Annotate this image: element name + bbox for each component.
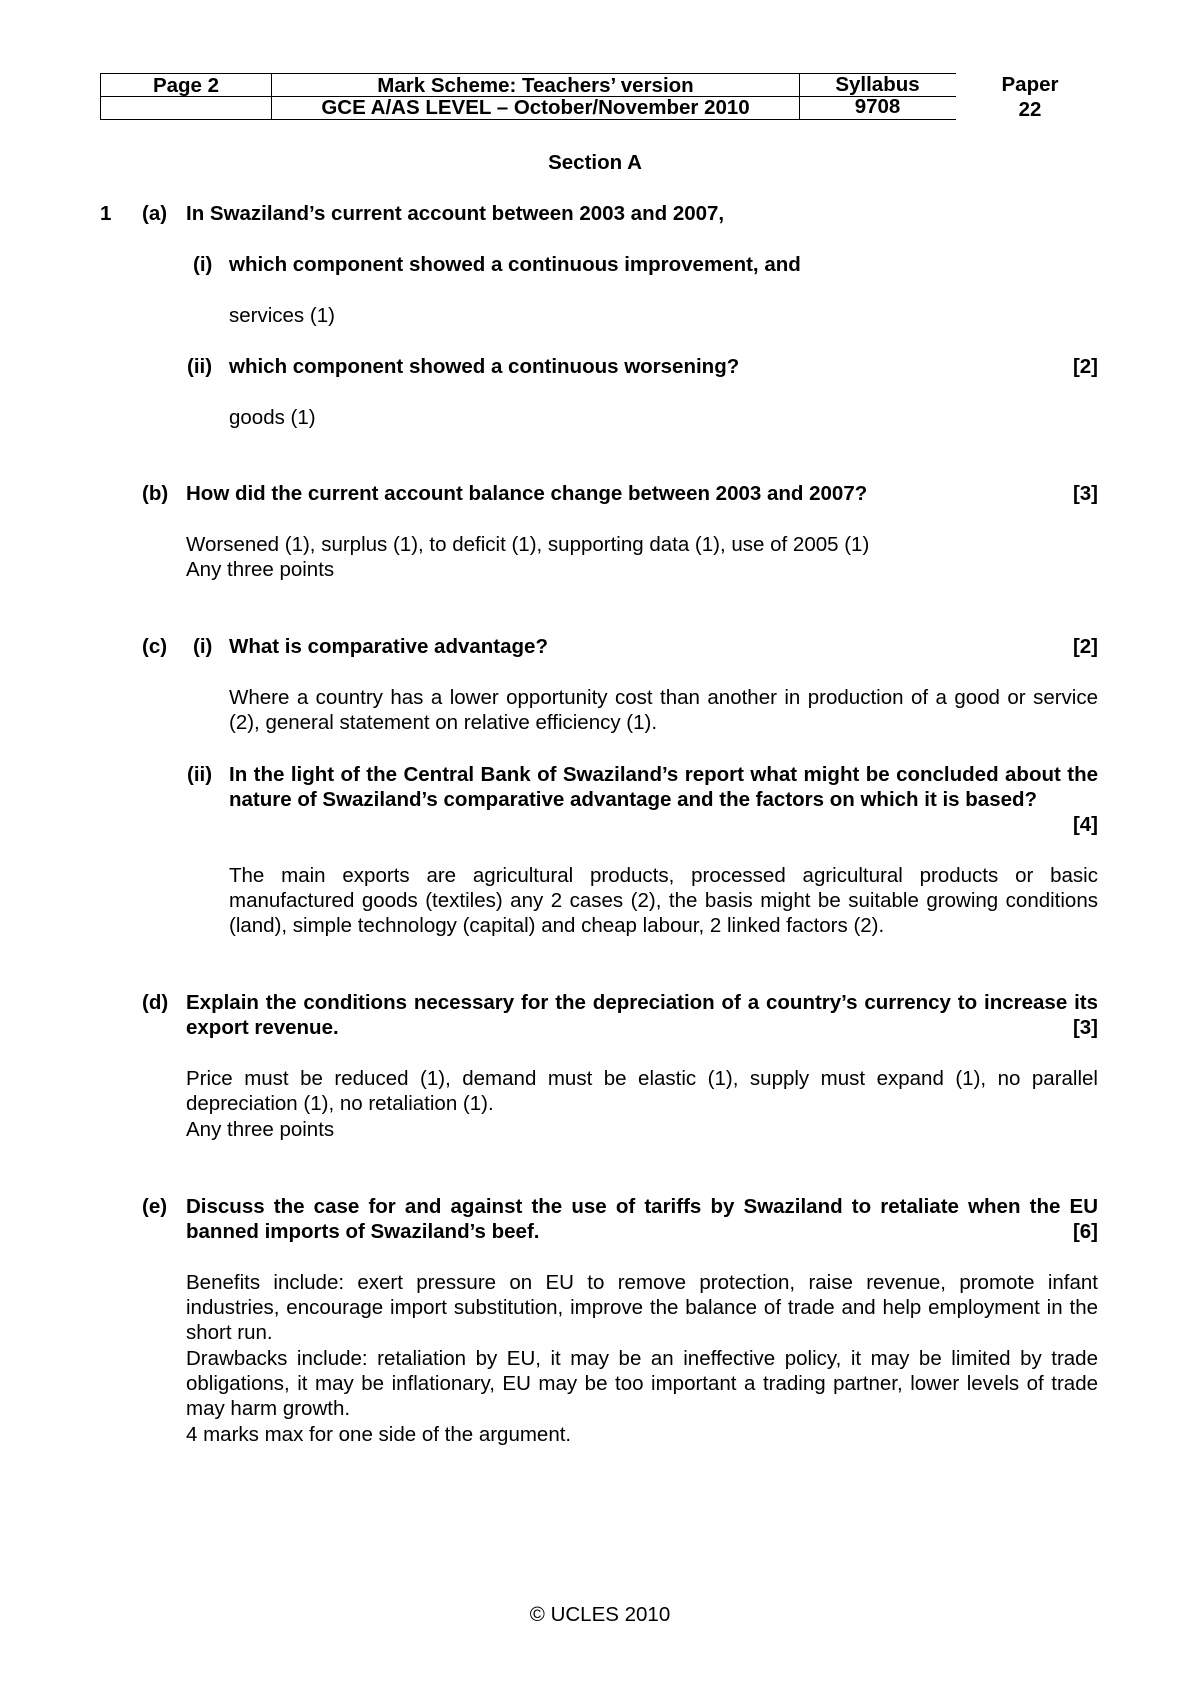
- part-c-i-label: (i): [193, 635, 213, 658]
- part-c-ii-answer: The main exports are agricultural products, processed agricultural products or basic manufactured goods (textiles) any 2 cases (2), the basis might be suitable growing conditions (land), simple technology (capital) and cheap labour, 2 linked factors (2).: [229, 864, 1098, 937]
- part-d-text: Explain the conditions necessary for the depreciation of a country’s currency to increase its export revenue.: [186, 991, 1098, 1039]
- header-syllabus-label: Syllabus: [799, 73, 956, 97]
- part-a-i-label: (i): [193, 253, 213, 276]
- part-a-i-answer: services (1): [229, 304, 335, 327]
- footer-copyright: © UCLES 2010: [529, 1603, 671, 1626]
- part-e-label: (e): [142, 1195, 168, 1218]
- part-a-text: In Swaziland’s current account between 2003 and 2007,: [186, 202, 725, 225]
- part-d-mark: [3]: [1072, 1016, 1098, 1039]
- header-blank-cell: [100, 96, 272, 120]
- header-exam: GCE A/AS LEVEL – October/November 2010: [271, 96, 800, 120]
- part-b-mark: [3]: [1072, 482, 1098, 505]
- part-e-max: 4 marks max for one side of the argument.: [186, 1423, 572, 1446]
- header-mark-scheme: Mark Scheme: Teachers’ version: [271, 73, 800, 97]
- part-b-label: (b): [142, 482, 169, 505]
- part-a-label: (a): [142, 202, 168, 225]
- part-a-ii-label: (ii): [187, 355, 213, 378]
- part-e-drawbacks: Drawbacks include: retaliation by EU, it may be an ineffective policy, it may be limited by trade obligations, it may be inflationary, EU may be too important a trading partner, lower levels of trade may harm growth.: [186, 1347, 1098, 1420]
- part-c-i-text: What is comparative advantage?: [229, 635, 548, 658]
- part-a-ii-mark: [2]: [1072, 355, 1098, 378]
- part-c-ii-text: In the light of the Central Bank of Swaziland’s report what might be concluded about the nature of Swaziland’s comparative advantage and the factors on which it is based?: [229, 763, 1098, 811]
- part-d-label: (d): [142, 991, 169, 1014]
- header-paper-label: Paper: [1001, 73, 1059, 96]
- part-e-mark: [6]: [1072, 1220, 1098, 1243]
- part-b-text: How did the current account balance change between 2003 and 2007?: [186, 482, 868, 505]
- part-d-answer-2: Any three points: [186, 1118, 335, 1141]
- header-paper-number: 22: [1018, 98, 1042, 121]
- part-b-answer-2: Any three points: [186, 558, 335, 581]
- part-d-answer-1: Price must be reduced (1), demand must be elastic (1), supply must expand (1), no parallel depreciation (1), no retaliation (1).: [186, 1067, 1098, 1115]
- part-e-text: Discuss the case for and against the use of tariffs by Swaziland to retaliate when the EU banned imports of Swaziland’s beef.: [186, 1195, 1098, 1243]
- part-c-ii-label: (ii): [187, 763, 213, 786]
- part-e-benefits: Benefits include: exert pressure on EU to remove protection, raise revenue, promote infant industries, encourage import substitution, improve the balance of trade and help employment in the short run.: [186, 1271, 1098, 1344]
- part-c-label: (c): [142, 635, 168, 658]
- section-title: Section A: [548, 151, 642, 174]
- header-page: Page 2: [100, 73, 272, 97]
- part-c-ii-mark: [4]: [1072, 813, 1098, 836]
- header-syllabus-code: 9708: [799, 96, 956, 120]
- question-number: 1: [100, 202, 112, 225]
- part-b-answer-1: Worsened (1), surplus (1), to deficit (1), supporting data (1), use of 2005 (1): [186, 533, 870, 556]
- part-a-ii-answer: goods (1): [229, 406, 316, 429]
- part-c-i-answer: Where a country has a lower opportunity cost than another in production of a good or service (2), general statement on relative efficiency (1).: [229, 686, 1098, 734]
- part-a-ii-text: which component showed a continuous worsening?: [229, 355, 740, 378]
- part-a-i-text: which component showed a continuous improvement, and: [229, 253, 801, 276]
- part-c-i-mark: [2]: [1072, 635, 1098, 658]
